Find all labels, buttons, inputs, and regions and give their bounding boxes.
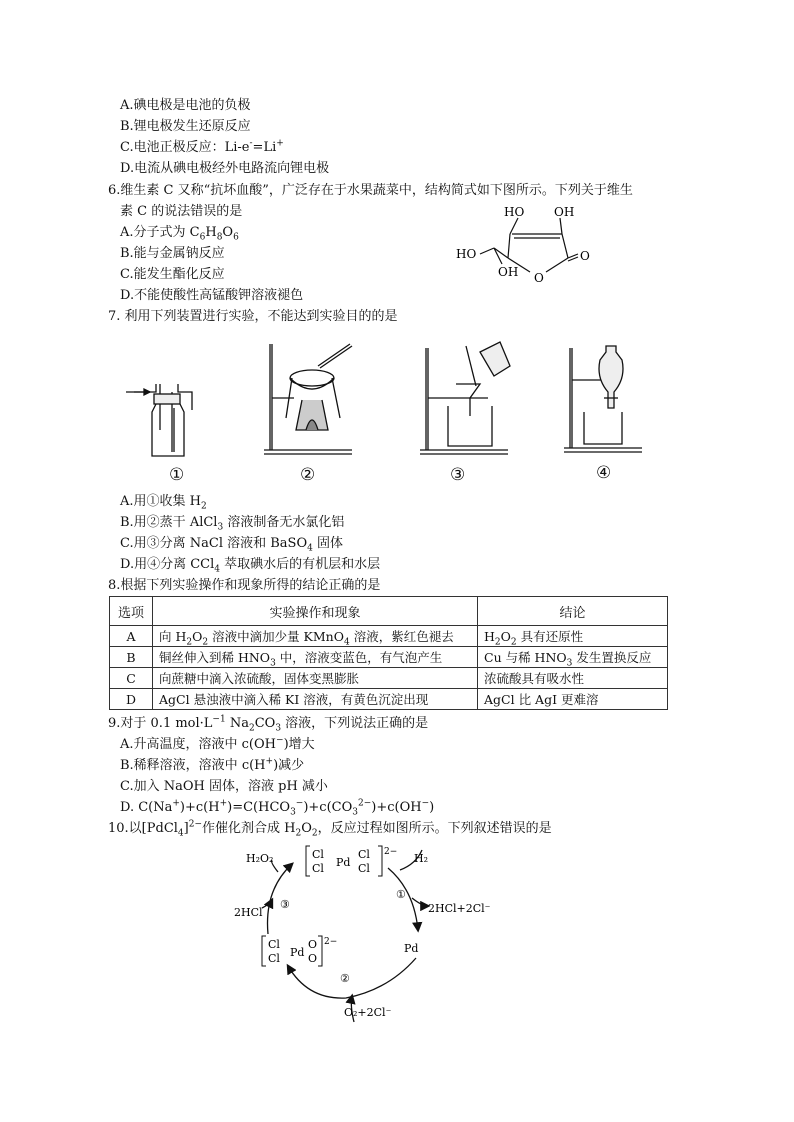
q9-option-d: D. $C(Na^+)+c(H^+)=C(HCO_3^-)+c(CO_3^{2-})+c(OH^-)$ [120,798,435,818]
complex-left-pd: Pd [290,946,305,959]
row-option: B [110,647,153,668]
q8-table [109,596,668,710]
q5-option-c: C.电池正极反应：Li-e-=Li+ [120,138,284,155]
apparatus-4-separatory-funnel [562,338,652,458]
row-option: D [110,689,153,710]
h2-label: H₂ [414,852,429,865]
complex-top-pd: Pd [336,856,351,869]
q5-option-d: D.电流从碘电极经外电路流向锂电极 [120,161,330,176]
step-1-label: ① [396,888,406,901]
complex-left-o1: O [308,938,318,951]
complex-left-charge: 2− [324,937,338,947]
hcl-reactant-label: 2HCl [234,906,263,919]
q9-option-c: C.加入 NaOH 固体，溶液 pH 减小 [120,779,328,794]
complex-left-cl2: Cl [268,952,280,965]
row-conclusion: $H_2O_2$ 具有还原性 [478,626,668,647]
q8-stem: 8.根据下列实验操作和现象所得的结论正确的是 [108,578,381,593]
table-row [110,647,668,668]
table-row [110,668,668,689]
q6-option-a: A.分子式为 $C_6H_8O_6$ [120,225,239,243]
q6-option-b: B.能与金属钠反应 [120,246,225,261]
complex-top-cl3: Cl [358,848,370,861]
step-2-label: ② [340,972,350,985]
row-operation: 向 $H_2O_2$ 溶液中滴加少量 KMnO$_4$ 溶液，紫红色褪去 [153,626,478,647]
q10-stem: 10.以[PdCl$_4$]$^{2-}$作催化剂合成 $H_2O_2$，反应过程如图所示。下列叙述错误的是 [108,819,552,839]
q7-option-b: B.用②蒸干 AlCl$_3$ 溶液制备无水氯化铝 [120,515,345,533]
row-operation: AgCl 悬浊液中滴入稀 KI 溶液，有黄色沉淀出现 [153,689,478,710]
row-operation: 铜丝伸入到稀 $HNO_3$ 中，溶液变蓝色，有气泡产生 [153,647,478,668]
oh-label-1: OH [554,205,575,219]
table-row [110,626,668,647]
q7-option-c: C.用③分离 NaCl 溶液和 BaSO$_4$ 固体 [120,536,343,554]
complex-left-o2: O [308,952,318,965]
ho-label-1: HO [504,205,525,219]
complex-top-cl2: Cl [312,862,324,875]
step-3-label: ③ [280,898,290,911]
apparatus-3-filtration [418,336,518,456]
q9-stem: 9.对于 0.1 $mol\cdot L^{-1}$ $Na_2CO_3$ 溶液，下列说法正确的是 [108,714,429,734]
apparatus-2-number: ② [300,465,316,485]
header-option: 选项 [110,597,153,626]
q6-option-d: D.不能使酸性高锰酸钾溶液褪色 [120,288,304,303]
q9-option-b: B.稀释溶液，溶液中 c(H+)减少 [120,756,305,773]
complex-left-cl1: Cl [268,938,280,951]
ho-label-2: HO [456,247,477,261]
q6-stem-line2: 素 C 的说法错误的是 [120,204,243,219]
complex-top-charge: 2− [384,847,398,857]
complex-top-cl4: Cl [358,862,370,875]
q7-option-a: A.用①收集 $H_2$ [120,494,207,512]
apparatus-1-gas-bottle [120,380,200,460]
hcl-product-label: 2HCl+2Cl⁻ [428,902,491,915]
h2o2-label: H₂O₂ [246,852,274,865]
apparatus-2-evaporation [262,338,362,458]
q7-option-d: D.用④分离 CCl$_4$ 萃取碘水后的有机层和水层 [120,557,381,575]
q5-option-b: B.锂电极发生还原反应 [120,119,251,134]
catalytic-cycle-diagram [228,840,491,1020]
o2-reactant-label: O₂+2Cl⁻ [344,1006,392,1019]
apparatus-4-number: ④ [596,463,612,483]
complex-top-cl1: Cl [312,848,324,861]
row-option: C [110,668,153,689]
apparatus-3-number: ③ [450,465,466,485]
header-operation: 实验操作和现象 [153,597,478,626]
q5-option-a: A.碘电极是电池的负极 [120,98,251,113]
header-conclusion: 结论 [478,597,668,626]
row-conclusion: 浓硫酸具有吸水性 [478,668,668,689]
carbonyl-oxygen-label: O [580,249,590,263]
row-operation: 向蔗糖中滴入浓硫酸，固体变黑膨胀 [153,668,478,689]
row-option: A [110,626,153,647]
ring-oxygen-label: O [534,271,544,285]
row-conclusion: AgCl 比 AgI 更难溶 [478,689,668,710]
table-header-row [110,597,668,626]
row-conclusion: Cu 与稀 $HNO_3$ 发生置换反应 [478,647,668,668]
vitamin-c-structure [450,198,600,298]
q6-option-c: C.能发生酯化反应 [120,267,225,282]
oh-label-2: OH [498,265,519,279]
q7-stem: 7. 利用下列装置进行实验，不能达到实验目的的是 [108,309,398,324]
table-row [110,689,668,710]
q6-stem-line1: 6.维生素 C 又称“抗坏血酸”，广泛存在于水果蔬菜中，结构简式如下图所示。下列关于维生 [108,183,633,198]
q9-option-a: A.升高温度，溶液中 c(OH−)增大 [120,735,315,752]
pd-label: Pd [404,942,419,955]
apparatus-1-number: ① [169,465,185,485]
